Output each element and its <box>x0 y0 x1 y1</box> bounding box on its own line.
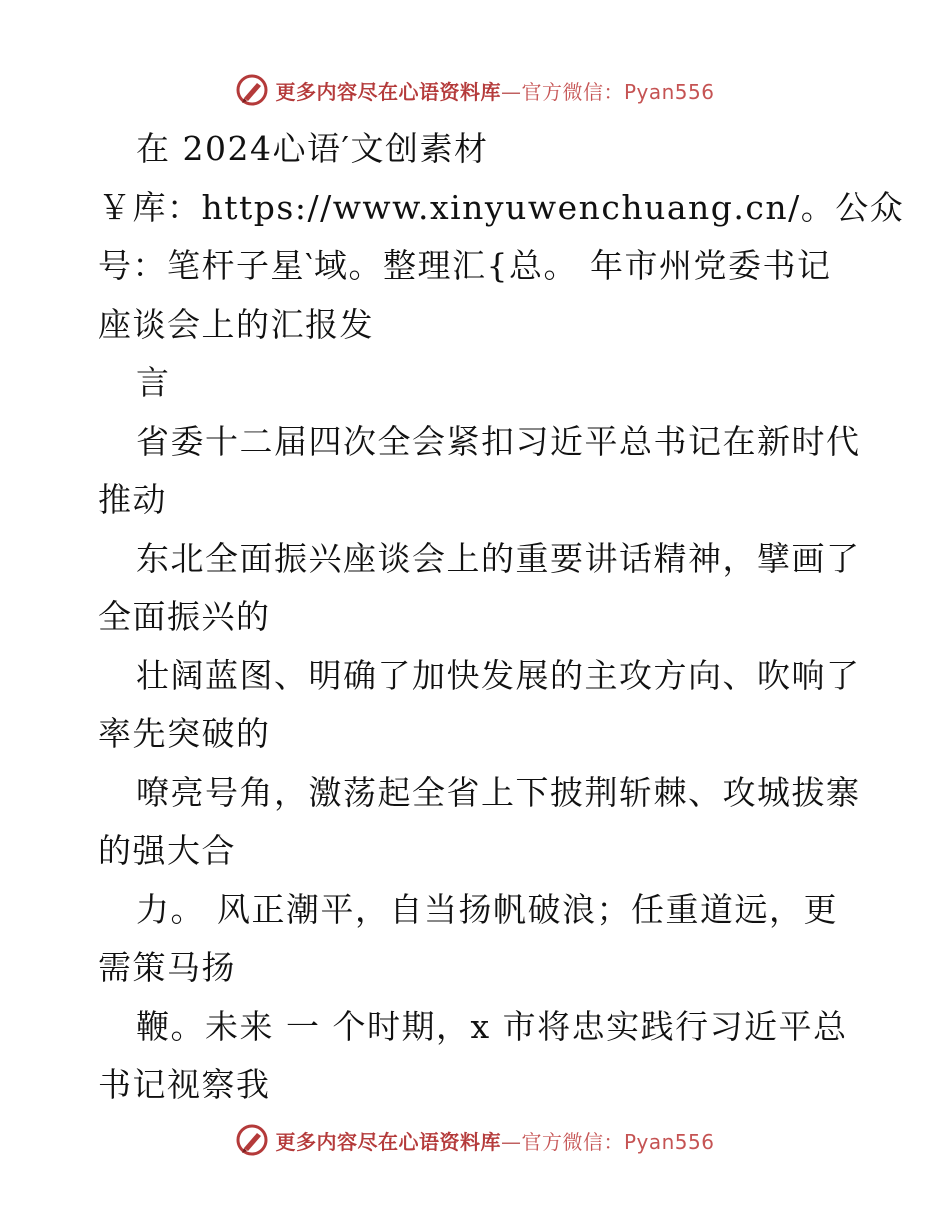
paragraph-line: 书记视察我 <box>98 1065 271 1104</box>
banner-wechat-label: 官方微信：Pyan556 <box>521 1129 715 1154</box>
paragraph-line: 力。 风正潮平，自当扬帆破浪；任重道远，更 <box>136 889 838 929</box>
paragraph-line: 推动 <box>98 480 167 519</box>
banner-text <box>275 1126 714 1155</box>
banner-main-text: 更多内容尽在心语资料库 <box>275 79 501 104</box>
paragraph-line: ￥库：https://www.xinyuwenchuang.cn/。公众 <box>98 187 905 227</box>
paragraph-line: 需策马扬 <box>98 948 236 987</box>
paragraph-line: 号：笔杆子星‵域。整理汇{总。 年市州党委书记 <box>98 246 832 285</box>
paragraph-line: 座谈会上的汇报发 <box>98 304 374 344</box>
document-body <box>98 120 905 1115</box>
paragraph-line: 东北全面振兴座谈会上的重要讲话精神，擘画了 <box>136 538 861 578</box>
banner-main-text: 更多内容尽在心语资料库 <box>275 1129 501 1154</box>
paragraph-line: 省委十二届四次全会紧扣习近平总书记在新时代 <box>136 421 861 461</box>
pen-logo-icon <box>235 1123 269 1157</box>
banner-wechat-label: 官方微信：Pyan556 <box>521 79 715 104</box>
paragraph-line: 鞭。未来 一 个时期，x 市将忠实践行习近平总 <box>136 1006 848 1046</box>
paragraph-line: 在 2024心语′文创素材 <box>136 129 489 168</box>
paragraph-line: 率先突破的 <box>98 714 271 753</box>
banner-separator: — <box>500 1129 522 1154</box>
header-watermark-banner <box>0 70 950 110</box>
banner-separator: — <box>500 79 522 104</box>
paragraph-line: 言 <box>136 363 171 402</box>
paragraph-line: 壮阔蓝图、明确了加快发展的主攻方向、吹响了 <box>136 655 861 695</box>
pen-logo-icon <box>235 73 269 107</box>
paragraph-line: 嘹亮号角，激荡起全省上下披荆斩棘、攻城拔寨 <box>136 772 861 812</box>
paragraph-line: 全面振兴的 <box>98 597 271 636</box>
footer-watermark-banner <box>0 1120 950 1160</box>
banner-text <box>275 76 714 105</box>
paragraph-line: 的强大合 <box>98 831 236 870</box>
